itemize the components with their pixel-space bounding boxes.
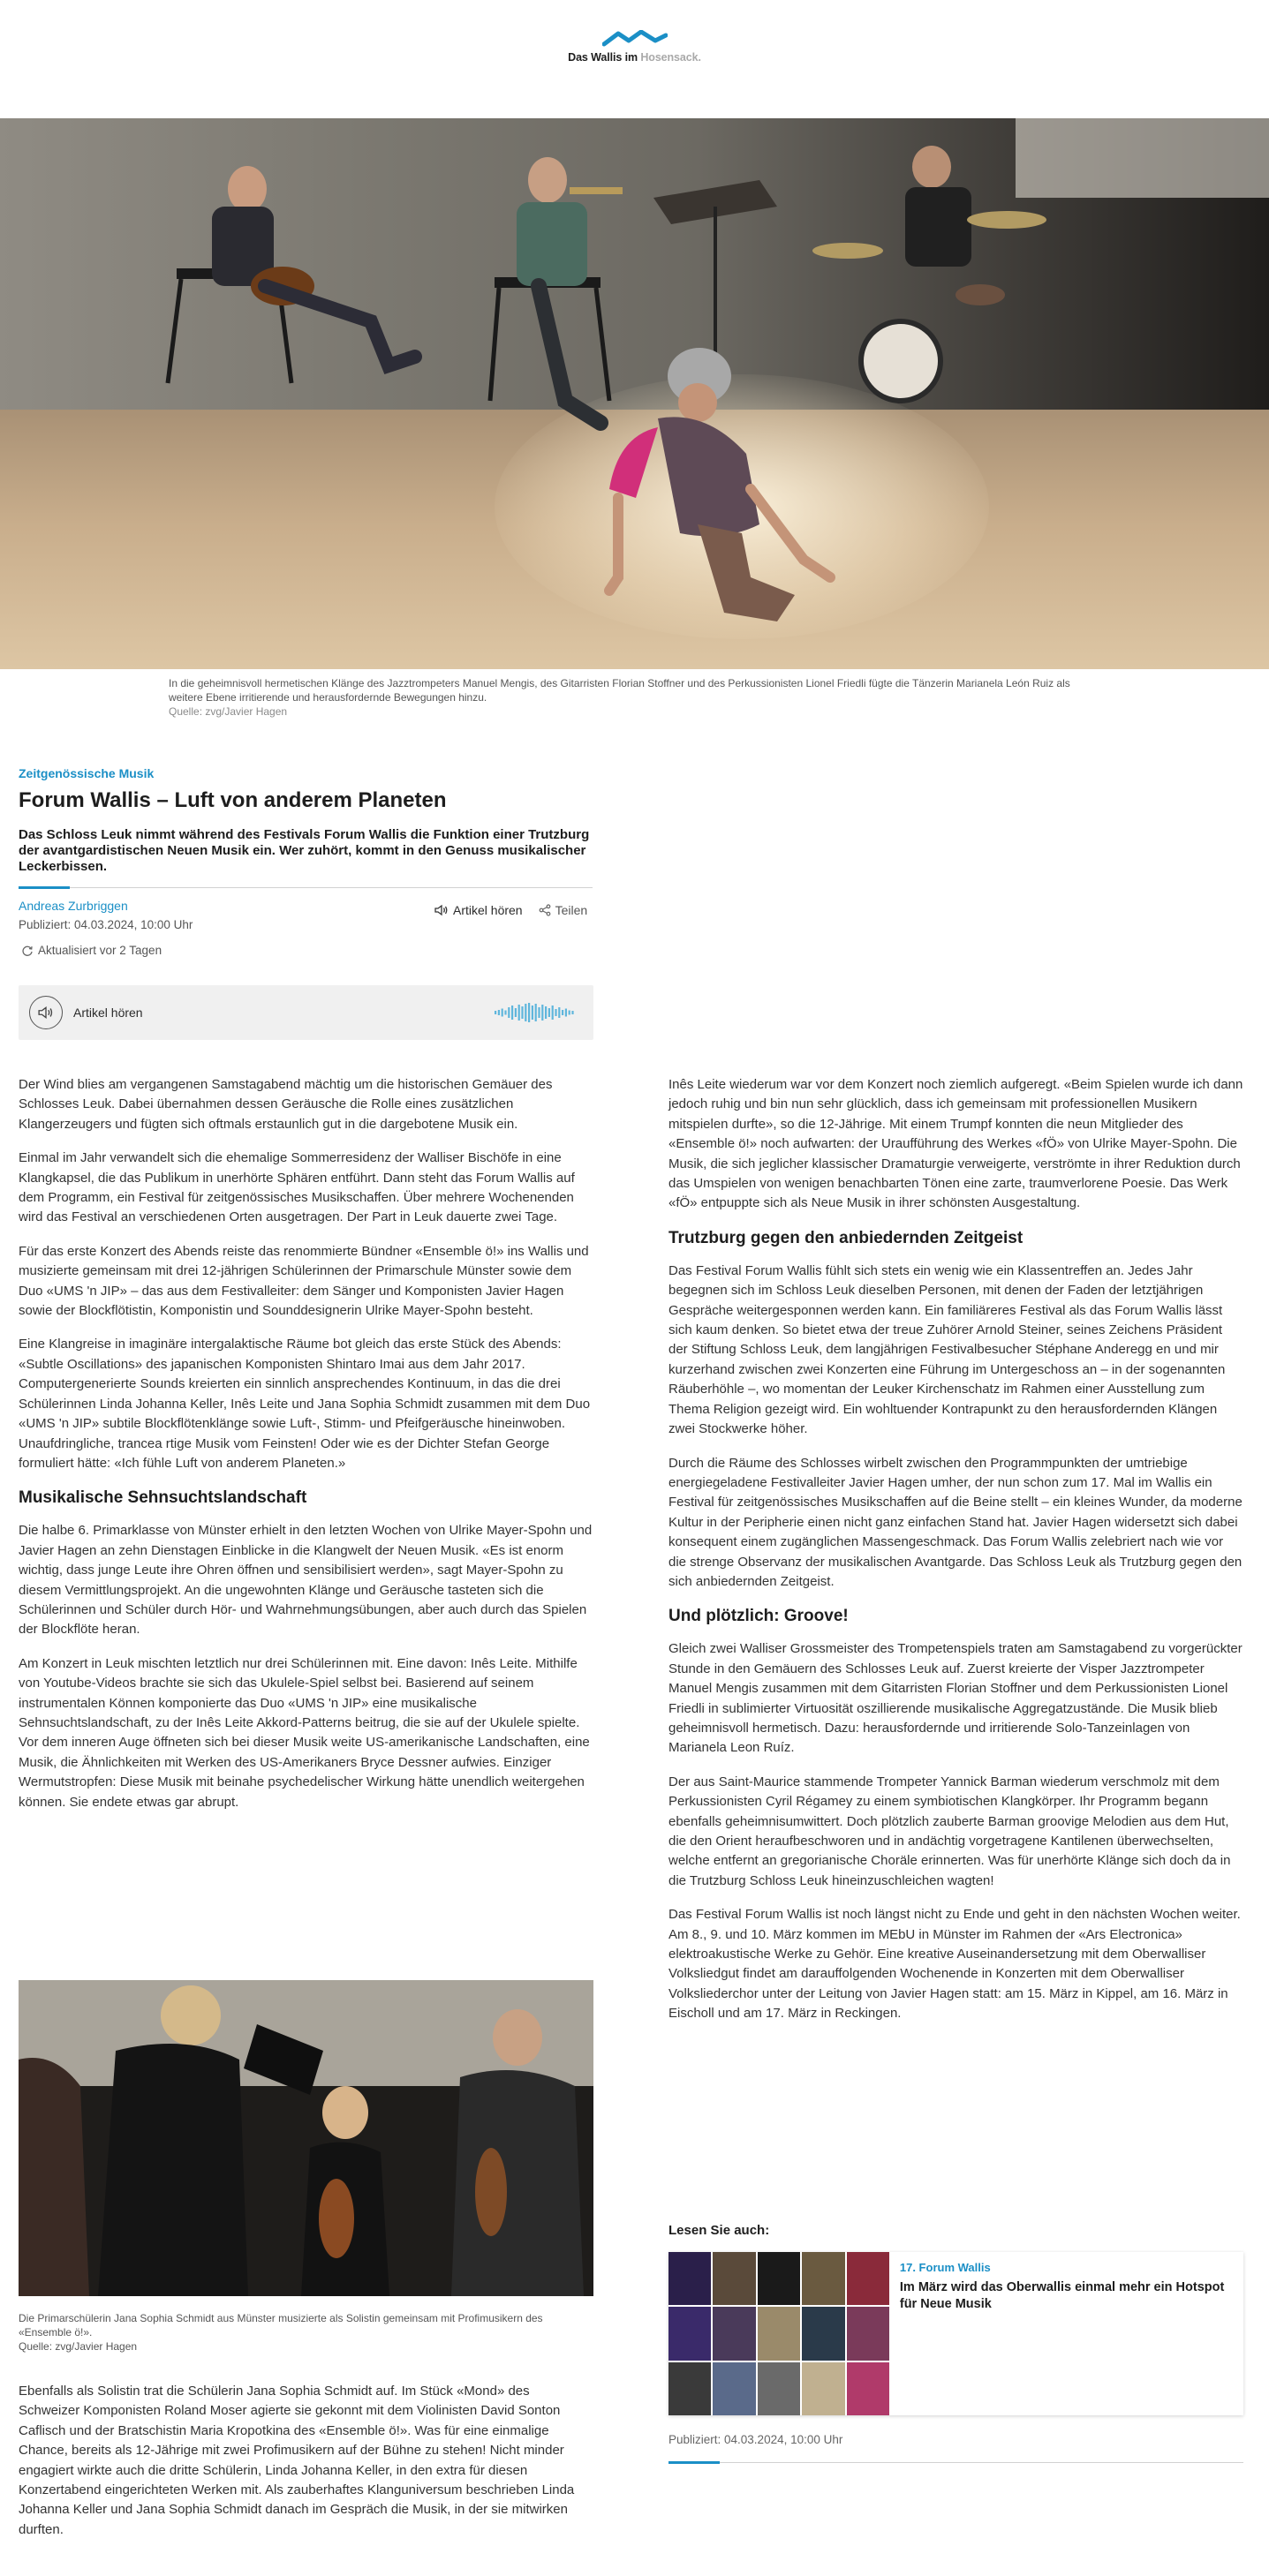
logo-name: Das Wallis [568, 51, 623, 64]
logo-brand: Hosensack. [640, 51, 701, 64]
updated-info [21, 944, 162, 957]
article-kicker[interactable]: Zeitgenössische Musik [19, 766, 155, 780]
section-heading: Musikalische Sehnsuchtslandschaft [19, 1488, 307, 1508]
paragraph: Einmal im Jahr verwandelt sich die ehemalige Sommerresidenz der Walliser Bischöfe in eine Klangkapsel, die das Publikum in unerhörte Sphären entführt. Dann steht das Forum Wallis auf dem Programm, ein Festival für zeitgenössisches Musikschaffen. Über mehrere Wochenenden wird das Festival an verschiedenen Orten ausgetragen. Der Part in Leuk dauerte zwei Tage. [19, 1150, 575, 1225]
read-also-heading: Lesen Sie auch: [668, 2223, 770, 2238]
logo-wordmark [0, 51, 1269, 64]
paragraph: Das Festival Forum Wallis fühlt sich stets ein wenig wie ein Klassentreffen an. Jedes Jahr begegnen sich im Schloss Leuk dieselben Personen, mit denen der Faden der letztjährigen Gespräche weitergesponnen werden kann. Ein familiäreres Festival als das Forum Wallis lässt sich kaum denken. So bietet etwa der treue Zuhörer Arnold Steiner, seines Zeichens Präsident der Stiftung Schloss Leuk, dem langjährigen Festivalbesucher Stéphane Anderegg en und mir kurzerhand zwischen zwei Konzerten eine Führung im Untergeschoss an – in der sogenannten Räuberhöhle –, wo momentan der Leuker Kirchenschatz im Rahmen einer Ausstellung zum Thema Religion gezeigt wird. Ein wohltuender Kontrapunkt zu den herausfordernden Klängen zwei Stockwerke höher. [668, 1262, 1226, 1437]
site-logo[interactable] [0, 30, 1269, 64]
section-heading: Und plötzlich: Groove! [668, 1607, 849, 1626]
speaker-icon [38, 1006, 54, 1020]
author-link[interactable]: Andreas Zurbriggen [19, 899, 128, 913]
speaker-icon [434, 904, 449, 916]
logo-suffix: im [624, 51, 638, 64]
paragraph: Die halbe 6. Primarklasse von Münster erhielt in den letzten Wochen von Ulrike Mayer-Spohn und Javier Hagen an zehn Dienstagen Einblicke in die Klangwelt der Neuen Musik. «Es ist enorm wichtig, dass junge Leute ihre Ohren öffnen und sensibilisiert werden», sagt Mayer-Spohn zu diesem Vermittlungsprojekt. An die ungewohnten Klänge und Geräusche tasteten sich die Schülerinnen und Schüler durch Hör- und Wahrnehmungsübungen, aber auch durch das Spielen der Blockflöte heran. [19, 1523, 593, 1638]
teaser-title[interactable]: Im März wird das Oberwallis einmal mehr ein Hotspot für Neue Musik [899, 2280, 1225, 2311]
article-title: Forum Wallis – Luft von anderem Planeten [19, 788, 447, 812]
paragraph: Am Konzert in Leuk mischten letztlich nur drei Schülerinnen mit. Eine davon: Inês Leite. Mithilfe von Youtube-Videos brachte sie sich das Ukulele-Spiel selbst bei. Basierend auf seinem instrumentalen Können komponierte das Duo «UMS 'n JIP» eine musikalische Sehnsuchtslandschaft, zu der Inês Leite Akkord-Patterns beitrug, die sie auf der Ukulele spielte. Vor dem inneren Auge öffneten sich bei dieser Musik weite US-amerikanische Landschaften, eine Musik, die Ähnlichkeiten mit Werken des US-Amerikaners Bryce Dessner aufwies. Einziger Wermutstropfen: Diese Musik mit beinahe psychedelischer Wirkung hätte unendlich weitergehen können. Sie endete etwas gar abrupt. [19, 1655, 590, 1810]
paragraph: Der Wind blies am vergangenen Samstagabend mächtig um die historischen Gemäuer des Schlosses Leuk. Dabei übernahmen dessen Geräusche die Rolle eines zusätzlichen Klangerzeugers und fügten sich oftmals erstaunlich gut in die dargebotene Musik ein. [19, 1077, 553, 1132]
drummer-figure [812, 146, 1046, 401]
mountain-logo-icon [602, 30, 668, 48]
published-date: Publiziert: 04.03.2024, 10:00 Uhr [19, 918, 193, 931]
share-label: Teilen [555, 903, 588, 917]
concert-caption-text: Die Primarschülerin Jana Sophia Schmidt aus Münster musizierte als Solistin gemeinsam mit Profimusikern des «Ensemble ö!». [19, 2312, 543, 2339]
audio-player[interactable] [19, 985, 593, 1040]
article-body-left-end [19, 2382, 593, 2554]
hero-caption-source: Quelle: zvg/Javier Hagen [169, 705, 288, 718]
published-date-bottom: Publiziert: 04.03.2024, 10:00 Uhr [668, 2433, 843, 2446]
paragraph: Ebenfalls als Solistin trat die Schülerin Jana Sophia Schmidt auf. Im Stück «Mond» des Schweizer Komponisten Roland Moser agierte sie gekonnt mit dem Violinisten David Sonton Caflisch und der Bratschistin Maria Kropotkina des «Ensemble ö!». Was für eine einmalige Chance, bereits als 12-Jährige mit zwei Profimusikern auf der Bühne zu stehen! Nicht minder engagiert wirkte auch die dritte Schülerin, Linda Johanna Keller, in den extra für diesen Konzertabend eingerichteten Werken mit. Als zauberhaftes Klanguniversum beschrieben Linda Johanna Keller und Jana Sophia Schmidt danach im Gespräch die Musik, in der sie mitwirken durften. [19, 2384, 575, 2537]
paragraph: Für das erste Konzert des Abends reiste das renommierte Bündner «Ensemble ö!» ins Wallis und musizierte gemeinsam mit drei 12-jährigen Schülerinnen der Primarschule Münster sowie dem Duo «UMS 'n JIP» – das aus dem Festivalleiter: dem Sänger und Komponisten Javier Hagen sowie der Blockflötistin, Komponistin und Sounddesignerin Ulrike Mayer-Spohn besteht. [19, 1243, 589, 1319]
concert-photo [19, 1980, 593, 2296]
listen-button[interactable] [434, 903, 523, 917]
share-button[interactable] [539, 903, 588, 917]
teaser-thumbnail [668, 2252, 889, 2415]
waveform-icon [495, 1002, 576, 1023]
bottom-divider [668, 2462, 1243, 2463]
share-icon [539, 904, 551, 916]
paragraph: Gleich zwei Walliser Grossmeister des Trompetenspiels traten am Samstagabend zu vorgerückter Stunde in den Gemäuern des Schlosses Leuk auf. Zuerst kreierte der Visper Jazztrompeter Manuel Mengis zusammen mit dem Gitarristen Florian Stoffner und dem Perkussionisten Lionel Friedli in sublimierter Virtuosität oszillierende musikalische Aggregatzustände. Die Musik blieb geheimnisvoll hermetisch. Dazu: herausfordernde und irritierende Solo-Tanzeinlagen von Marianela Leon Ruíz. [668, 1641, 1243, 1756]
related-article-teaser[interactable] [668, 2252, 1243, 2415]
paragraph: Inês Leite wiederum war vor dem Konzert noch ziemlich aufgeregt. «Beim Spielen wurde ich dann jedoch ruhig und bin nun sehr glücklich, dass ich gemeinsam mit professionellen Musikern mitspielen durfte», so die 12-Jährige. Mit einem Trumpf konnten die neun Mitglieder des «Ensemble ö!» noch aufwarten: der Uraufführung des Werkes «fÖ» von Ulrike Mayer-Spohn. Die Musik, die sich jeglicher klassischer Dramaturgie verweigerte, verströmte in ihrer Reduktion durch das Umspielen von wenigen benachbarten Tönen eine zarte, traumverlorene Poesie. Das Werk «fÖ» entpuppte sich als Neue Musik in ihrer schönsten Ausgestaltung. [668, 1077, 1243, 1211]
teaser-kicker: 17. Forum Wallis [899, 2261, 991, 2274]
paragraph: Das Festival Forum Wallis ist noch längst nicht zu Ende und geht in den nächsten Wochen weiter. Am 8., 9. und 10. März kommen im MEbU in Münster im Rahmen der «Ars Electronica» elektroakustische Werke zu Gehör. Eine kreative Auseinandersetzung mit dem Oberwalliser Volksliedgut findet am darauffolgenden Wochenende in Konzerten mit dem Oberwalliser Volksliederchor unter der Leitung von Javier Hagen statt: am 15. März in Kippel, am 16. März in Eischoll und am 17. März in Reckingen. [668, 1907, 1241, 2022]
concert-caption-source: Quelle: zvg/Javier Hagen [19, 2340, 138, 2353]
article-actions [434, 903, 587, 917]
article-body-right [668, 1075, 1243, 2038]
play-audio-button[interactable] [29, 996, 63, 1029]
updated-text: Aktualisiert vor 2 Tagen [38, 944, 162, 957]
hero-caption-text: In die geheimnisvoll hermetischen Klänge des Jazztrompeters Manuel Mengis, des Gitarristen Florian Stoffner und des Perkussionisten Lionel Friedli fügte die Tänzerin Marianela León Ruiz als weitere Ebene irritierende und herausfordernde Bewegungen hinzu. [169, 677, 1070, 704]
paragraph: Eine Klangreise in imaginäre intergalaktische Räume bot gleich das erste Stück des Abends: «Subtle Oscillations» des japanischen Komponisten Shintaro Imai aus dem Jahr 2017. Computergenerierte Sounds kreierten ein sinnlich ansprechendes Kontinuum, in das die drei Schülerinnen Linda Johanna Keller, Inês Leite und Jana Sophia Schmidt zusammen mit dem Duo «UMS 'n JIP» subtile Blockflötenklänge sowie Luft-, Stimm- und Pfeifgeräusche hineinwoben. Unaufdringliche, trancea rtige Musik vom Feinsten! Oder wie es der Dichter Stefan George formuliert hätte: «Ich fühle Luft von anderem Planeten.» [19, 1337, 591, 1471]
refresh-icon [21, 945, 34, 957]
hero-caption [169, 676, 1105, 719]
paragraph: Durch die Räume des Schlosses wirbelt zwischen den Programmpunkten der umtriebige energiegeladene Festivalleiter Javier Hagen umher, der nun schon zum 17. Mal im Wallis ein Festival für zeitgenössisches Musikschaffen auf die Beine stellt – ein kleines Wunder, da moderne Kultur in der Peripherie einen nicht ganz einfachen Stand hat. Javier Hagen widersetzt sich dabei konsequent einem zugänglichen Massengeschmack. Das Forum Wallis zelebriert nach wie vor die strenge Observanz der musikalischen Avantgarde. Das Schloss Leuk als Trutzburg gegen den sich anbiedernden Zeitgeist. [668, 1455, 1243, 1589]
trumpeter-figure [490, 157, 623, 423]
hero-photo [0, 118, 1269, 669]
guitarist-figure [168, 166, 415, 383]
article-body-left [19, 1075, 593, 1827]
concert-photo-caption [19, 2311, 593, 2354]
section-heading: Trutzburg gegen den anbiedernden Zeitgeist [668, 1228, 1024, 1247]
listen-label: Artikel hören [453, 903, 523, 917]
player-label: Artikel hören [73, 1006, 143, 1020]
article-lead: Das Schloss Leuk nimmt während des Festivals Forum Wallis die Funktion einer Trutzburg der avantgardistischen Neuen Musik ein. Wer zuhört, kommt in den Genuss musikalischer Leckerbissen. [19, 827, 590, 874]
dancer-figure [609, 348, 830, 621]
lead-divider [19, 887, 593, 888]
paragraph: Der aus Saint-Maurice stammende Trompeter Yannick Barman wiederum verschmolz mit dem Perkussionisten Cyril Régamey zu einem symbiotischen Klangkörper. Ihr Programm begann ebenfalls geheimnisumwittert. Doch plötzlich zauberte Barman groovige Melodien aus dem Hut, die den Orient heraufbeschworen und in andächtig vorgetragene Kantilenen überwechselten, welche entfernt an gregorianische Choräle erinnerten. Was für unerhörte Klänge sich doch da in die Trutzburg Schloss Leuk hineinzuschleichen wagten! [668, 1774, 1231, 1888]
